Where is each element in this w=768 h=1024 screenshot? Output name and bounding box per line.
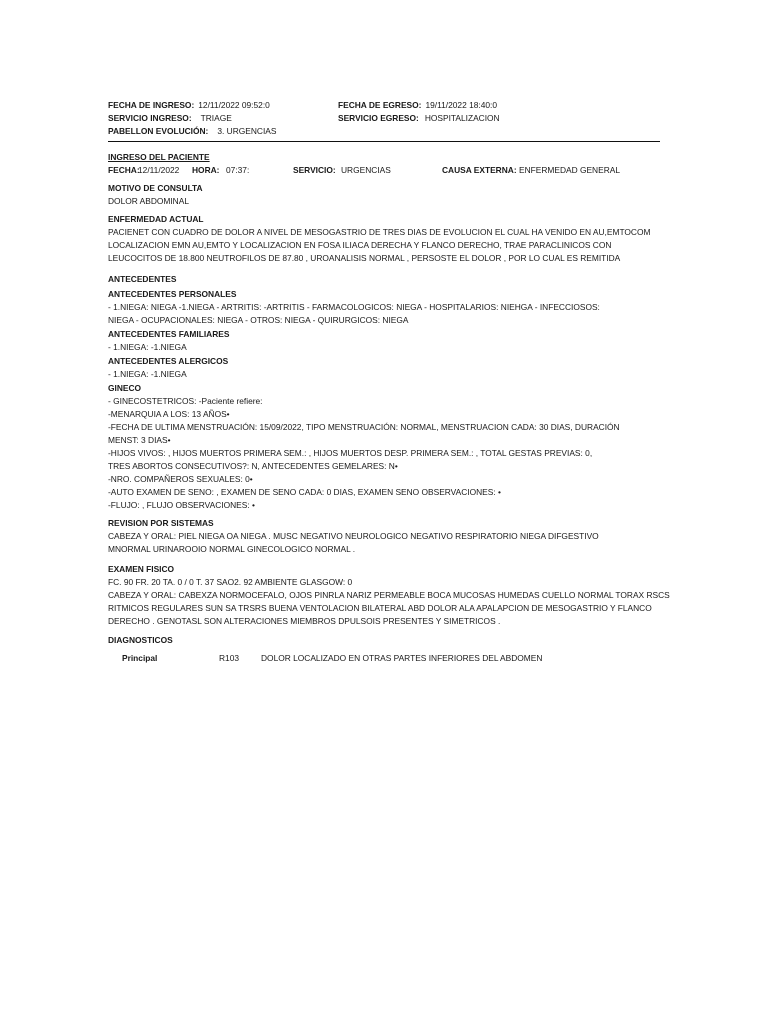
servicio-egreso-value: HOSPITALIZACION — [424, 113, 500, 123]
pabellon-value: 3. URGENCIAS — [217, 126, 277, 135]
alergicos-text: - 1.NIEGA: -1.NIEGA — [108, 369, 187, 379]
enfermedad-line: LOCALIZACION EMN AU,EMTO Y LOCALIZACION EN FOSA ILIACA DERECHA Y FLANCO DERECHO, TRAE PARACLINICOS CON — [108, 240, 612, 250]
ingreso-hora-label: HORA: — [192, 165, 220, 175]
gineco-line: - GINECOSTETRICOS: -Paciente refiere: — [108, 396, 263, 406]
antecedentes-title: ANTECEDENTES — [108, 274, 177, 284]
ingreso-fecha-value: 12/11/2022 — [138, 165, 180, 175]
ingreso-title: INGRESO DEL PACIENTE — [108, 152, 210, 162]
antecedentes-personales-title: ANTECEDENTES PERSONALES — [108, 289, 237, 299]
diagnostico-descripcion: DOLOR LOCALIZADO EN OTRAS PARTES INFERIORES DEL ABDOMEN — [261, 653, 543, 663]
gineco-line: MENST: 3 DIAS• — [108, 435, 171, 445]
ingreso-servicio-value: URGENCIAS — [341, 165, 391, 175]
ingreso-fecha-label: FECHA: — [108, 165, 140, 175]
gineco-line: TRES ABORTOS CONSECUTIVOS?: N, ANTECEDENTES GEMELARES: N• — [108, 461, 398, 471]
examen-line: CABEZA Y ORAL: CABEXZA NORMOCEFALO, OJOS PINRLA NARIZ PERMEABLE BOCA MUCOSAS HUMEDAS CUELLO NORMAL TORAX RSCS — [108, 590, 670, 600]
ingreso-causa-label: CAUSA EXTERNA: — [442, 165, 517, 175]
enfermedad-line: LEUCOCITOS DE 18.800 NEUTROFILOS DE 87.80 , UROANALISIS NORMAL , PERSOSTE EL DOLOR , POR LO CUAL ES REMITIDA — [108, 253, 621, 263]
servicio-ingreso-label: SERVICIO INGRESO: — [108, 113, 192, 123]
fecha-ingreso-value: 12/11/2022 09:52:0 — [198, 100, 270, 110]
ingreso-servicio-label: SERVICIO: — [293, 165, 336, 175]
header-row-pabellon — [108, 125, 668, 135]
motivo-text: DOLOR ABDOMINAL — [108, 196, 189, 206]
gineco-line: -HIJOS VIVOS: , HIJOS MUERTOS PRIMERA SEM.: , HIJOS MUERTOS DESP. PRIMERA SEM.: , TOTAL GESTAS PREVIAS: 0, — [108, 448, 593, 458]
gineco-title: GINECO — [108, 383, 142, 393]
familiares-text: - 1.NIEGA: -1.NIEGA — [108, 342, 187, 352]
admission-header — [108, 99, 668, 135]
antecedentes-familiares-title: ANTECEDENTES FAMILIARES — [108, 329, 230, 339]
personales-line: - 1.NIEGA: NIEGA -1.NIEGA - ARTRITIS: -ARTRITIS - FARMACOLOGICOS: NIEGA - HOSPITALARIOS: NIEHGA - INFECCIOSOS: — [108, 302, 600, 312]
clinical-record — [108, 151, 670, 665]
diagnostico-codigo: R103 — [219, 653, 240, 663]
header-row-servicios — [108, 112, 668, 125]
servicio-ingreso-value: TRIAGE — [200, 113, 232, 123]
pabellon — [108, 125, 276, 135]
examen-line: RITMICOS REGULARES SUN SA TRSRS BUENA VENTOLACION BILATERAL ABD DOLOR ALA APALAPCION DE MESOGASTRIO Y FLANCO — [108, 603, 652, 613]
fecha-egreso — [338, 99, 497, 112]
gineco-line: -MENARQUIA A LOS: 13 AÑOS• — [108, 409, 230, 419]
fecha-ingreso-label: FECHA DE INGRESO: — [108, 100, 195, 110]
servicio-egreso-label: SERVICIO EGRESO: — [338, 113, 419, 123]
revision-title: REVISION POR SISTEMAS — [108, 518, 214, 528]
gineco-line: -FECHA DE ULTIMA MENSTRUACIÓN: 15/09/2022, TIPO MENSTRUACIÓN: NORMAL, MENSTRUACION CADA: 30 DIAS, DURACIÓN — [108, 422, 620, 432]
fecha-ingreso — [108, 99, 270, 112]
revision-line: MNORMAL URINAROOIO NORMAL GINECOLOGICO NORMAL . — [108, 544, 356, 554]
diagnostico-tipo: Principal — [122, 653, 158, 663]
gineco-line: -FLUJO: , FLUJO OBSERVACIONES: • — [108, 500, 255, 510]
examen-title: EXAMEN FISICO — [108, 564, 175, 574]
fecha-egreso-value: 19/11/2022 18:40:0 — [425, 100, 498, 110]
diagnostico-row — [108, 652, 663, 665]
diagnosticos-title: DIAGNOSTICOS — [108, 635, 173, 645]
enfermedad-title: ENFERMEDAD ACTUAL — [108, 214, 204, 224]
gineco-line: -AUTO EXAMEN DE SENO: , EXAMEN DE SENO CADA: 0 DIAS, EXAMEN SENO OBSERVACIONES: • — [108, 487, 501, 497]
servicio-ingreso — [108, 112, 232, 125]
antecedentes-alergicos-title: ANTECEDENTES ALERGICOS — [108, 356, 229, 366]
ingreso-hora-value: 07:37: — [226, 165, 250, 175]
servicio-egreso — [338, 112, 500, 125]
header-divider — [108, 141, 660, 142]
enfermedad-text — [108, 226, 663, 265]
enfermedad-line: PACIENET CON CUADRO DE DOLOR A NIVEL DE MESOGASTRIO DE TRES DIAS DE EVOLUCION EL CUAL HA VENIDO EN AU,EMTOCOM — [108, 227, 651, 237]
pabellon-label: PABELLON EVOLUCIÓN: — [108, 126, 209, 135]
examen-line: DERECHO . GENOTASL SON ALTERACIONES MIEMBROS DPULSOIS PRESENTES Y SIMETRICOS . — [108, 616, 501, 626]
fecha-egreso-label: FECHA DE EGRESO: — [338, 100, 422, 110]
ingreso-causa-value: ENFERMEDAD GENERAL — [519, 165, 620, 175]
header-row-fechas — [108, 99, 668, 112]
revision-line: CABEZA Y ORAL: PIEL NIEGA OA NIEGA . MUSC NEGATIVO NEUROLOGICO NEGATIVO RESPIRATORIO NIEGA DIFGESTIVO — [108, 531, 599, 541]
ingreso-details — [108, 164, 663, 177]
examen-line: FC. 90 FR. 20 TA. 0 / 0 T. 37 SAO2. 92 AMBIENTE GLASGOW: 0 — [108, 577, 353, 587]
personales-line: NIEGA - OCUPACIONALES: NIEGA - OTROS: NIEGA - QUIRURGICOS: NIEGA — [108, 315, 409, 325]
gineco-line: -NRO. COMPAÑEROS SEXUALES: 0• — [108, 474, 253, 484]
motivo-title: MOTIVO DE CONSULTA — [108, 183, 203, 193]
